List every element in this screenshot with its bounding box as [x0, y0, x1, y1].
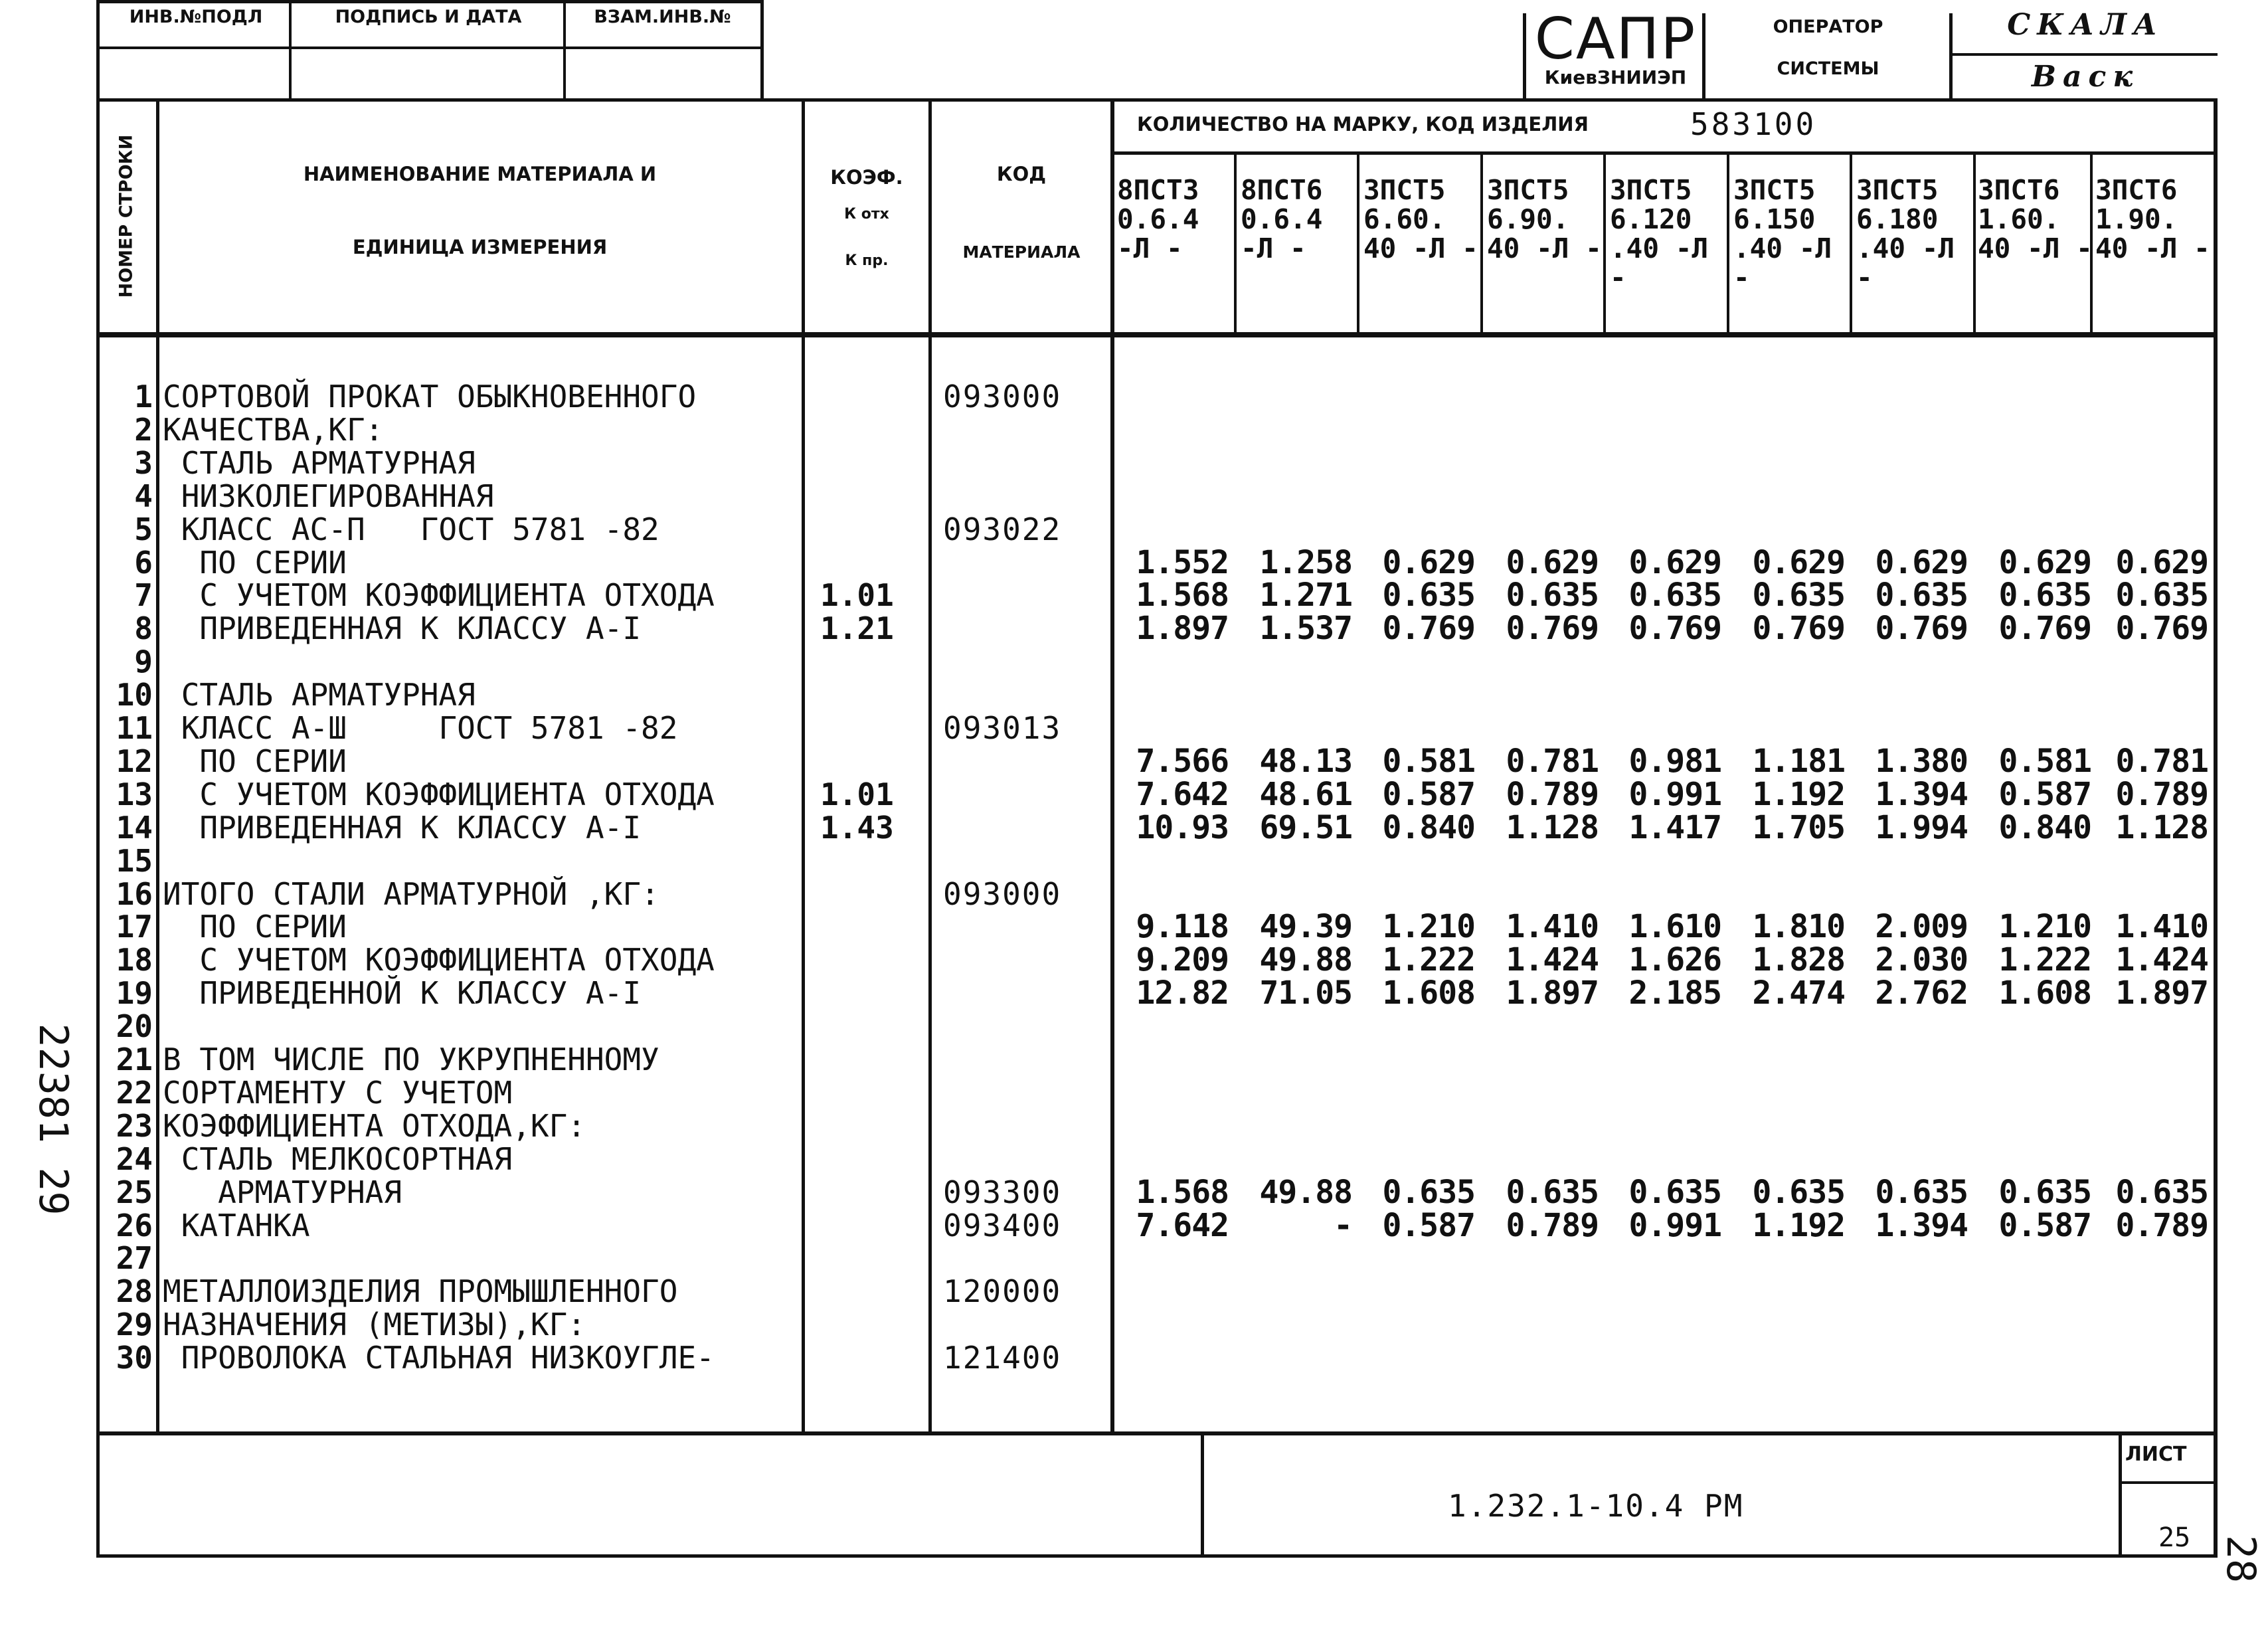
coefficient-value: 1.21 — [820, 610, 894, 646]
quantity-value: 1.897 — [2115, 974, 2208, 1012]
material-name: КЛАСС АС-П ГОСТ 5781 -82 — [163, 511, 659, 547]
quantity-value: 0.789 — [1506, 1207, 1599, 1244]
mark-header-9: ЗПСТ6 1.90. 40 -Л - — [2095, 174, 2210, 264]
frame-header-bottom-line — [96, 332, 2218, 337]
material-name: С УЧЕТОМ КОЭФФИЦИЕНТА ОТХОДА — [163, 777, 715, 812]
quantity-value: 1.128 — [2115, 809, 2208, 846]
stamp-system-label: СИСТЕМЫ — [1777, 58, 1879, 79]
material-name: КАЧЕСТВА,КГ: — [163, 412, 384, 448]
stamp-operator-right-line — [1949, 13, 1953, 100]
quantity-value: 0.991 — [1628, 1207, 1721, 1244]
stamp-operator-label: ОПЕРАТОР — [1773, 17, 1883, 37]
quantity-value: 0.769 — [2115, 610, 2208, 647]
quantity-value: 0.629 — [1752, 544, 1845, 581]
row-number: 12 — [116, 743, 153, 779]
material-name: НАЗНАЧЕНИЯ (МЕТИЗЫ),КГ: — [163, 1307, 586, 1342]
quantity-value: 2.009 — [1875, 908, 1968, 945]
material-name: ИТОГО СТАЛИ АРМАТУРНОЙ ,КГ: — [163, 876, 659, 912]
material-name: ПО СЕРИИ — [163, 909, 347, 945]
quantity-value: 1.210 — [1382, 908, 1475, 945]
material-name: ПРИВЕДЕННАЯ К КЛАССУ А-I — [163, 610, 642, 646]
stamp-inv-label: ИНВ.№ПОДЛ — [129, 7, 263, 27]
quantity-value: 1.222 — [1382, 941, 1475, 978]
quantity-value: 1.192 — [1752, 1207, 1845, 1244]
stamp-replacement-label: ВЗАМ.ИНВ.№ — [594, 7, 731, 27]
quantity-value: 1.258 — [1259, 544, 1352, 581]
quantity-value: 0.635 — [1506, 1174, 1599, 1211]
quantity-value: 1.897 — [1136, 610, 1229, 647]
quantity-value: 1.394 — [1875, 776, 1968, 813]
row-number: 5 — [134, 511, 153, 547]
material-name: КАТАНКА — [163, 1208, 310, 1243]
quantity-value: 0.635 — [1382, 1174, 1475, 1211]
side-archive-code: 22381 29 — [30, 1023, 76, 1216]
mark-header-8: ЗПСТ6 1.60. 40 -Л - — [1978, 174, 2093, 264]
quantity-value: 49.88 — [1259, 1174, 1352, 1211]
col-divider-rownum — [156, 98, 159, 1433]
quantity-value: 0.769 — [1875, 610, 1968, 647]
row-number: 2 — [134, 412, 153, 448]
material-name: В ТОМ ЧИСЛЕ ПО УКРУПНЕННОМУ — [163, 1042, 659, 1077]
row-number: 21 — [116, 1042, 153, 1077]
quantity-value: 0.635 — [1382, 577, 1475, 614]
material-header-line2: ЕДИНИЦА ИЗМЕРЕНИЯ — [352, 236, 608, 258]
quantity-value: 0.769 — [1752, 610, 1845, 647]
mark-header-1: 8ПСТЗ 0.6.4 -Л - — [1117, 174, 1199, 264]
material-code: 093000 — [943, 379, 1062, 414]
quantity-value: 0.781 — [2115, 743, 2208, 780]
row-number: 26 — [116, 1208, 153, 1243]
material-code: 093000 — [943, 876, 1062, 912]
frame-stamp-div3 — [760, 0, 764, 100]
coef-header-line1: КОЭФ. — [830, 166, 903, 189]
material-name: СОРТАМЕНТУ С УЧЕТОМ — [163, 1075, 513, 1111]
material-name: С УЧЕТОМ КОЭФФИЦИЕНТА ОТХОДА — [163, 577, 715, 613]
quantity-value: 1.410 — [1506, 908, 1599, 945]
quantity-value: 0.769 — [1382, 610, 1475, 647]
quantity-value: 0.789 — [1506, 776, 1599, 813]
footer-divider — [1201, 1431, 1204, 1556]
frame-stamp-left-line — [96, 0, 100, 100]
row-number-header: НОМЕР СТРОКИ — [116, 134, 137, 298]
quantity-value: 1.192 — [1752, 776, 1845, 813]
mark-header-2: 8ПСТ6 0.6.4 -Л - — [1241, 174, 1323, 264]
quantity-value: 1.897 — [1506, 974, 1599, 1012]
quantity-value: 0.769 — [1506, 610, 1599, 647]
document-code: 1.232.1-10.4 РМ — [1448, 1488, 1744, 1524]
row-number: 4 — [134, 478, 153, 514]
quantity-value: 2.030 — [1875, 941, 1968, 978]
quantity-value: 1.181 — [1752, 743, 1845, 780]
material-name: НИЗКОЛЕГИРОВАННАЯ — [163, 478, 494, 514]
frame-top-border — [96, 98, 2218, 102]
quantity-value: 0.581 — [1998, 743, 2091, 780]
quantity-value: 0.629 — [1506, 544, 1599, 581]
row-number: 18 — [116, 942, 153, 978]
frame-body-bottom-line — [96, 1431, 2218, 1435]
quantity-value: 2.762 — [1875, 974, 1968, 1012]
quantity-value: 0.635 — [1752, 1174, 1845, 1211]
coef-header-line3: К пр. — [845, 252, 889, 269]
material-name: ПО СЕРИИ — [163, 545, 347, 581]
row-number: 15 — [116, 843, 153, 879]
quantity-value: 1.626 — [1628, 941, 1721, 978]
quantity-value: 0.629 — [2115, 544, 2208, 581]
quantity-value: 0.769 — [1628, 610, 1721, 647]
quantity-value: - — [1334, 1207, 1352, 1244]
quantity-value: 1.552 — [1136, 544, 1229, 581]
stamp-signature-date-label: ПОДПИСЬ И ДАТА — [335, 7, 522, 27]
stamp-system-name: САПР — [1534, 6, 1697, 72]
quantity-value: 0.629 — [1875, 544, 1968, 581]
row-number: 23 — [116, 1108, 153, 1144]
quantity-value: 7.642 — [1136, 1207, 1229, 1244]
quantity-value: 1.271 — [1259, 577, 1352, 614]
material-name: АРМАТУРНАЯ — [163, 1174, 402, 1210]
quantity-value: 0.840 — [1382, 809, 1475, 846]
row-number: 22 — [116, 1075, 153, 1111]
material-name: МЕТАЛЛОИЗДЕЛИЯ ПРОМЫШЛЕННОГО — [163, 1273, 678, 1309]
row-number: 28 — [116, 1273, 153, 1309]
quantity-value: 1.608 — [1382, 974, 1475, 1012]
footer-sheet-mid-line — [2119, 1481, 2218, 1484]
quantity-value: 12.82 — [1136, 974, 1229, 1012]
code-header-line2: МАТЕРИАЛА — [962, 242, 1081, 262]
quantity-value: 0.629 — [1382, 544, 1475, 581]
row-number: 8 — [134, 610, 153, 646]
stamp-organization: КиевЗНИИЭП — [1544, 66, 1687, 88]
row-number: 19 — [116, 975, 153, 1011]
sheet-label: ЛИСТ — [2125, 1443, 2187, 1466]
coefficient-value: 1.43 — [820, 810, 894, 846]
quantity-value: 0.635 — [2115, 577, 2208, 614]
frame-stamp-div2 — [563, 0, 566, 100]
row-number: 29 — [116, 1307, 153, 1342]
row-number: 14 — [116, 810, 153, 846]
mark-divider-5 — [1727, 153, 1729, 335]
quantity-value: 69.51 — [1259, 809, 1352, 846]
quantity-value: 0.635 — [1875, 577, 1968, 614]
stamp-sapr-right-line — [1702, 13, 1705, 100]
row-number: 1 — [134, 379, 153, 414]
material-name: С УЧЕТОМ КОЭФФИЦИЕНТА ОТХОДА — [163, 942, 715, 978]
frame-right-border — [2214, 98, 2218, 1556]
material-name: ПРИВЕДЕННАЯ К КЛАССУ А-I — [163, 810, 642, 846]
quantity-value: 1.705 — [1752, 809, 1845, 846]
code-header-line1: КОД — [996, 163, 1047, 185]
quantity-value: 0.789 — [2115, 1207, 2208, 1244]
quantity-value: 1.210 — [1998, 908, 2091, 945]
material-name: СТАЛЬ АРМАТУРНАЯ — [163, 445, 476, 481]
quantity-header-line — [1110, 151, 2218, 155]
quantity-value: 0.587 — [1382, 1207, 1475, 1244]
row-number: 17 — [116, 909, 153, 945]
material-name: ПО СЕРИИ — [163, 743, 347, 779]
row-number: 7 — [134, 577, 153, 613]
quantity-value: 0.629 — [1998, 544, 2091, 581]
material-name: СТАЛЬ МЕЛКОСОРТНАЯ — [163, 1141, 513, 1177]
quantity-value: 48.61 — [1259, 776, 1352, 813]
mark-header-6: ЗПСТ5 6.150 .40 -Л - — [1733, 174, 1832, 294]
frame-stamp-div1 — [289, 0, 292, 100]
mark-divider-6 — [1850, 153, 1852, 335]
col-divider-material — [802, 98, 805, 1433]
quantity-value: 0.991 — [1628, 776, 1721, 813]
stamp-signature-mid-line — [1949, 53, 2218, 56]
row-number: 13 — [116, 777, 153, 812]
mark-header-5: ЗПСТ5 6.120 .40 -Л - — [1610, 174, 1709, 294]
quantity-value: 0.635 — [1998, 577, 2091, 614]
mark-header-4: ЗПСТ5 6.90. 40 -Л - — [1487, 174, 1602, 264]
row-number: 11 — [116, 710, 153, 746]
mark-header-7: ЗПСТ5 6.180 .40 -Л - — [1856, 174, 1955, 294]
side-page-number: 28 — [2218, 1534, 2265, 1584]
material-code: 093400 — [943, 1208, 1062, 1243]
quantity-value: 0.635 — [1628, 1174, 1721, 1211]
material-name: СТАЛЬ АРМАТУРНАЯ — [163, 677, 476, 713]
material-code: 093022 — [943, 511, 1062, 547]
row-number: 9 — [134, 644, 153, 680]
row-number: 3 — [134, 445, 153, 481]
material-code: 120000 — [943, 1273, 1062, 1309]
quantity-value: 0.587 — [1998, 776, 2091, 813]
quantity-value: 1.608 — [1998, 974, 2091, 1012]
quantity-value: 71.05 — [1259, 974, 1352, 1012]
material-name: ПРИВЕДЕННОЙ К КЛАССУ А-I — [163, 975, 642, 1011]
quantity-value: 1.537 — [1259, 610, 1352, 647]
material-name: КОЭФФИЦИЕНТА ОТХОДА,КГ: — [163, 1108, 586, 1144]
product-code: 583100 — [1690, 106, 1817, 142]
quantity-value: 0.635 — [1752, 577, 1845, 614]
quantity-value: 0.781 — [1506, 743, 1599, 780]
row-number: 6 — [134, 545, 153, 581]
stamp-signature-2: Васк — [2031, 60, 2140, 94]
quantity-value: 7.642 — [1136, 776, 1229, 813]
quantity-value: 9.118 — [1136, 908, 1229, 945]
quantity-value: 0.581 — [1382, 743, 1475, 780]
quantity-value: 2.185 — [1628, 974, 1721, 1012]
mark-header-3: ЗПСТ5 6.60. 40 -Л - — [1363, 174, 1478, 264]
quantity-value: 49.39 — [1259, 908, 1352, 945]
col-divider-coef — [928, 98, 932, 1433]
frame-bottom-border — [96, 1554, 2218, 1558]
row-number: 24 — [116, 1141, 153, 1177]
quantity-value: 0.635 — [2115, 1174, 2208, 1211]
quantity-value: 1.810 — [1752, 908, 1845, 945]
quantity-value: 0.840 — [1998, 809, 2091, 846]
quantity-value: 7.566 — [1136, 743, 1229, 780]
quantity-value: 2.474 — [1752, 974, 1845, 1012]
quantity-value: 0.789 — [2115, 776, 2208, 813]
row-number: 20 — [116, 1008, 153, 1044]
material-header-line1: НАИМЕНОВАНИЕ МАТЕРИАЛА И — [303, 163, 657, 185]
row-number: 27 — [116, 1240, 153, 1276]
quantity-value: 0.587 — [1382, 776, 1475, 813]
mark-divider-4 — [1603, 153, 1606, 335]
mark-divider-1 — [1234, 153, 1237, 335]
stamp-sapr-left-line — [1523, 13, 1526, 100]
sheet-number: 25 — [2158, 1522, 2191, 1553]
row-number: 10 — [116, 677, 153, 713]
quantity-value: 1.222 — [1998, 941, 2091, 978]
quantity-value: 1.994 — [1875, 809, 1968, 846]
quantity-value: 1.410 — [2115, 908, 2208, 945]
coefficient-value: 1.01 — [820, 577, 894, 613]
material-code: 093013 — [943, 710, 1062, 746]
quantity-value: 1.417 — [1628, 809, 1721, 846]
row-number: 25 — [116, 1174, 153, 1210]
material-code: 121400 — [943, 1340, 1062, 1376]
frame-stamp-mid-line — [96, 46, 760, 49]
quantity-value: 49.88 — [1259, 941, 1352, 978]
quantity-value: 9.209 — [1136, 941, 1229, 978]
quantity-value: 1.424 — [1506, 941, 1599, 978]
quantity-value: 0.587 — [1998, 1207, 2091, 1244]
material-name: ПРОВОЛОКА СТАЛЬНАЯ НИЗКОУГЛЕ- — [163, 1340, 715, 1376]
quantity-value: 1.828 — [1752, 941, 1845, 978]
quantity-value: 0.635 — [1506, 577, 1599, 614]
quantity-value: 48.13 — [1259, 743, 1352, 780]
coef-header-line2: К отх — [844, 206, 889, 223]
row-number: 16 — [116, 876, 153, 912]
quantity-value: 1.380 — [1875, 743, 1968, 780]
quantity-value: 0.981 — [1628, 743, 1721, 780]
quantity-value: 1.568 — [1136, 1174, 1229, 1211]
quantity-value: 0.769 — [1998, 610, 2091, 647]
quantity-value: 0.629 — [1628, 544, 1721, 581]
quantity-value: 0.635 — [1998, 1174, 2091, 1211]
quantity-value: 10.93 — [1136, 809, 1229, 846]
quantity-value: 1.394 — [1875, 1207, 1968, 1244]
mark-divider-2 — [1357, 153, 1359, 335]
material-name: СОРТОВОЙ ПРОКАТ ОБЫКНОВЕННОГО — [163, 379, 697, 414]
quantity-value: 0.635 — [1628, 577, 1721, 614]
quantity-value: 0.635 — [1875, 1174, 1968, 1211]
material-name: КЛАСС А-Ш ГОСТ 5781 -82 — [163, 710, 678, 746]
coefficient-value: 1.01 — [820, 777, 894, 812]
quantity-value: 1.610 — [1628, 908, 1721, 945]
row-number: 30 — [116, 1340, 153, 1376]
stamp-signature-1: СКАЛА — [2007, 8, 2164, 42]
quantity-value: 1.568 — [1136, 577, 1229, 614]
quantity-header-label: КОЛИЧЕСТВО НА МАРКУ, КОД ИЗДЕЛИЯ — [1137, 113, 1589, 136]
quantity-value: 1.128 — [1506, 809, 1599, 846]
material-code: 093300 — [943, 1174, 1062, 1210]
mark-divider-3 — [1480, 153, 1483, 335]
footer-sheet-left-line — [2119, 1431, 2122, 1556]
mark-divider-7 — [1973, 153, 1976, 335]
frame-top-stub-line — [96, 0, 760, 3]
quantity-value: 1.424 — [2115, 941, 2208, 978]
